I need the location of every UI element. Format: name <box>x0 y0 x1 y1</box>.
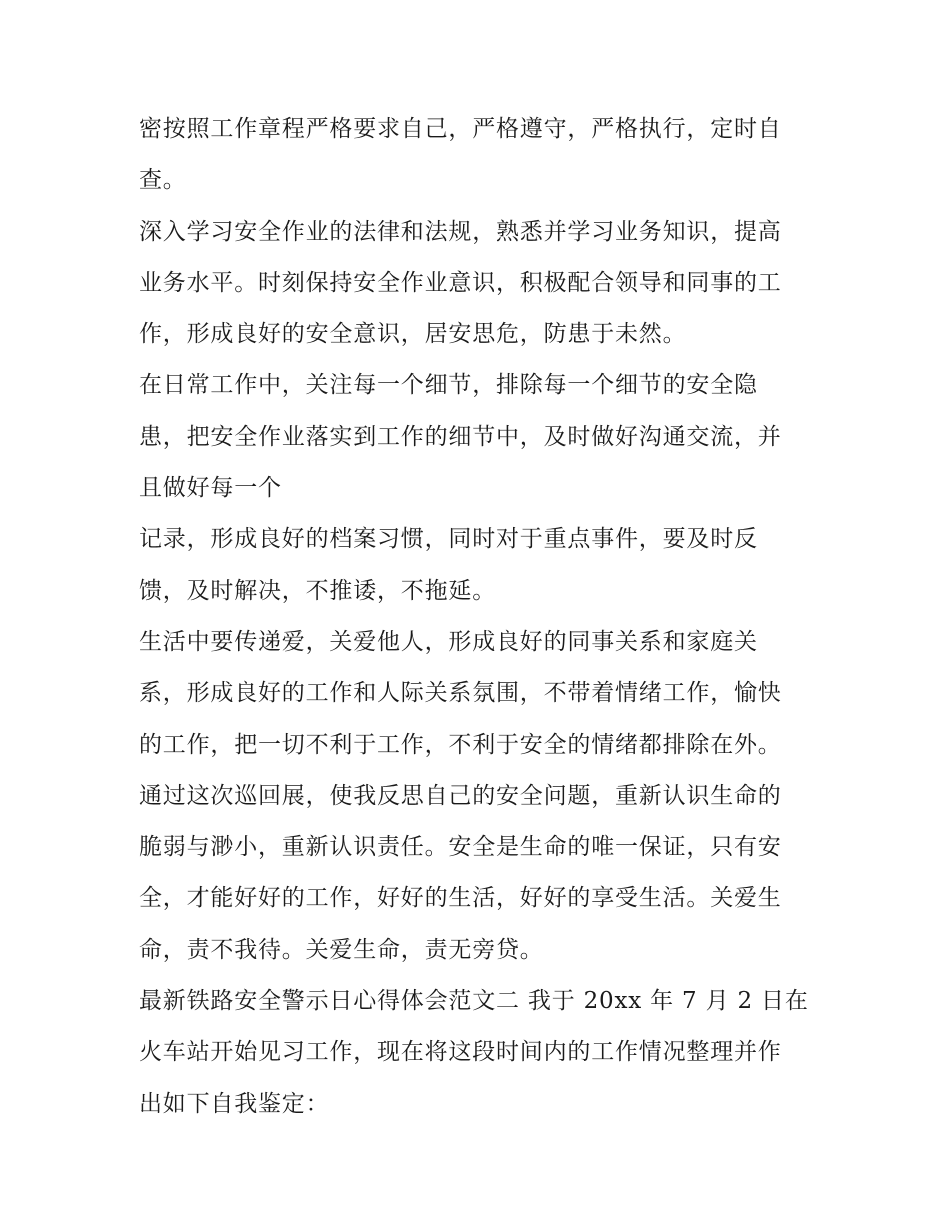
text-line: 且做好每一个 <box>139 475 282 502</box>
text-line: 深入学习安全作业的法律和法规，熟悉并学习业务知识，提高 <box>139 218 782 245</box>
text-line: 记录，形成良好的档案习惯，同时对于重点事件，要及时反 <box>139 526 758 553</box>
text-line: 馈，及时解决，不推诿，不拖延。 <box>139 577 496 604</box>
text-line: 作，形成良好的安全意识，居安思危，防患于未然。 <box>139 321 687 348</box>
text-line: 生活中要传递爱，关爱他人，形成良好的同事关系和家庭关 <box>139 628 758 655</box>
text-line: 业务水平。时刻保持安全作业意识，积极配合领导和同事的工 <box>139 269 782 296</box>
text-line: 通过这次巡回展，使我反思自己的安全问题，重新认识生命的 <box>139 782 782 809</box>
text-line: 系，形成良好的工作和人际关系氛围，不带着情绪工作，愉快 <box>139 680 782 707</box>
text-line: 火车站开始见习工作，现在将这段时间内的工作情况整理并作 <box>139 1039 782 1066</box>
text-line: 命，责不我待。关爱生命，责无旁贷。 <box>139 936 544 963</box>
document-body <box>139 104 819 1130</box>
text-line: 的工作，把一切不利于工作，不利于安全的情绪都排除在外。 <box>139 731 782 758</box>
text-line: 脆弱与渺小，重新认识责任。安全是生命的唯一保证，只有安 <box>139 834 782 861</box>
text-line: 全，才能好好的工作，好好的生活，好好的享受生活。关爱生 <box>139 885 782 912</box>
text-line: 患，把安全作业落实到工作的细节中，及时做好沟通交流，并 <box>139 423 782 450</box>
text-line: 查。 <box>139 167 187 194</box>
text-line: 密按照工作章程严格要求自己，严格遵守，严格执行，定时自 <box>139 116 782 142</box>
text-line: 出如下自我鉴定： <box>139 1090 330 1117</box>
text-line: 在日常工作中，关注每一个细节，排除每一个细节的安全隐 <box>139 372 758 399</box>
text-line: 最新铁路安全警示日心得体会范文二 我于 20xx 年 7 月 2 日在 <box>139 988 809 1015</box>
